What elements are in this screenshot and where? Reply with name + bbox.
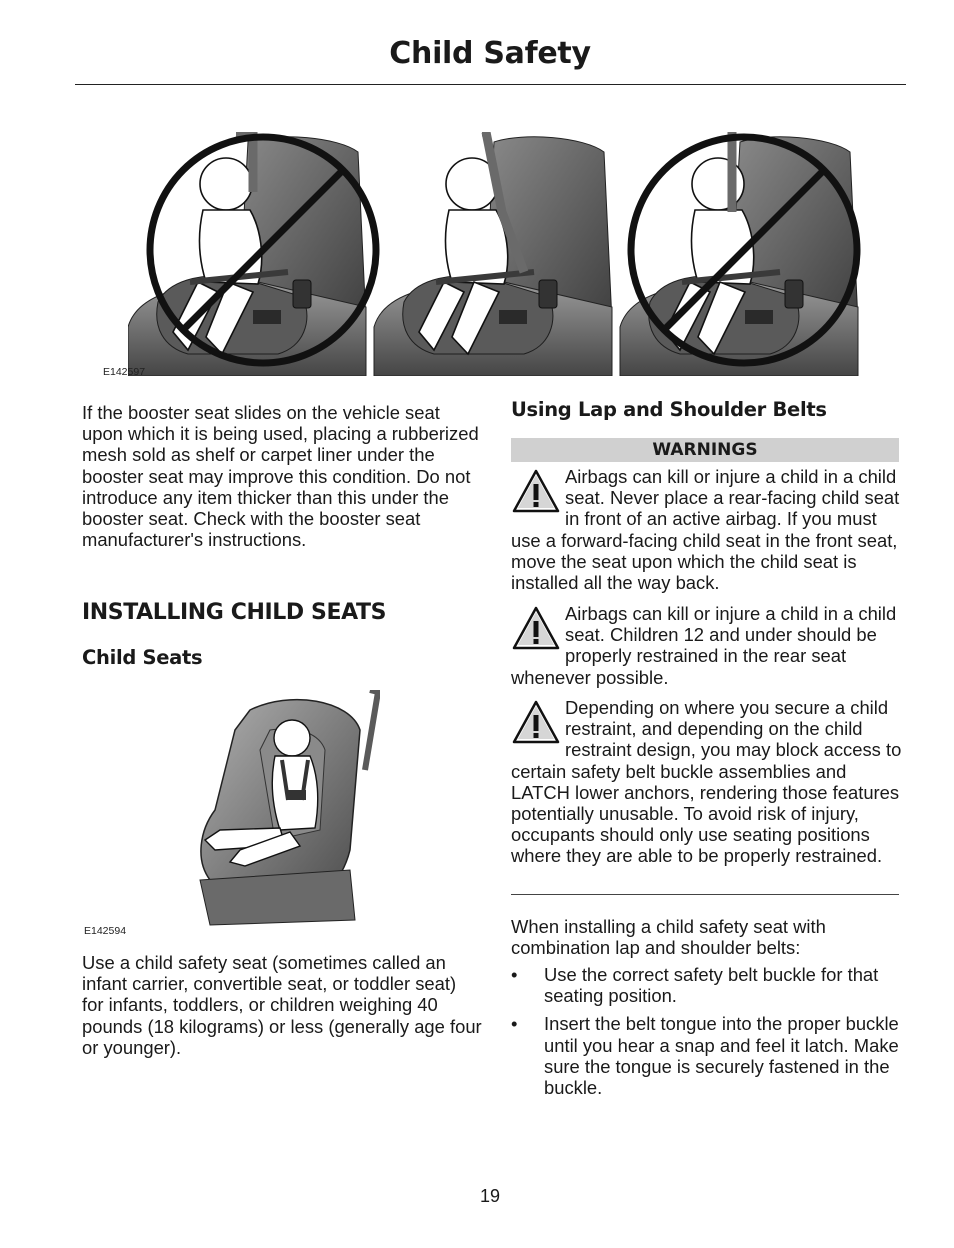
warnings-end-divider bbox=[511, 894, 899, 895]
warning-triangle-icon bbox=[511, 605, 561, 651]
warning-text: Airbags can kill or injure a child in a child seat. Children 12 and under should be properly restrained in the rear seat whenever possible. bbox=[511, 603, 897, 688]
list-item bbox=[511, 964, 903, 1006]
child-safety-seat-illustration bbox=[190, 690, 380, 930]
figure-code: E142597 bbox=[103, 366, 146, 378]
warning-item bbox=[511, 697, 903, 867]
figure-code: E142594 bbox=[84, 925, 127, 937]
page-title: Child Safety bbox=[389, 36, 591, 71]
warnings-label: WARNINGS bbox=[511, 438, 899, 462]
warning-triangle-icon bbox=[511, 468, 561, 514]
subheading-lap-shoulder-belts: Using Lap and Shoulder Belts bbox=[511, 398, 827, 421]
booster-paragraph: If the booster seat slides on the vehicle seat upon which it is being used, placing a rubberized mesh sold as shelf or carpet liner under the booster seat may improve this condition. Do not introduce any item thicker than this under the booster seat. Check with the booster seat manufacturer's instructions. bbox=[82, 402, 479, 551]
subheading-child-seats: Child Seats bbox=[82, 646, 203, 669]
installation-steps-list bbox=[511, 964, 903, 1105]
warning-item bbox=[511, 466, 903, 593]
title-divider bbox=[75, 84, 906, 85]
lap-shoulder-intro: When installing a child safety seat with combination lap and shoulder belts: bbox=[511, 916, 826, 959]
warning-text: Airbags can kill or injure a child in a child seat. Never place a rear-facing child seat in front of an active airbag. If you must use a forward-facing child seat in the front seat, move the seat upon which the child seat is installed all the way back. bbox=[511, 466, 900, 594]
list-item-text: Insert the belt tongue into the proper buckle until you hear a snap and feel it latch. Make sure the tongue is securely fastened in the buckle. bbox=[544, 1013, 899, 1099]
child-seat-paragraph: Use a child safety seat (sometimes called an infant carrier, convertible seat, or toddler seat) for infants, toddlers, or children weighing 40 pounds (18 kilograms) or less (generally age four or younger). bbox=[82, 952, 482, 1058]
booster-seat-illustration bbox=[128, 132, 863, 376]
list-item-text: Use the correct safety belt buckle for that seating position. bbox=[544, 964, 879, 1007]
warning-item bbox=[511, 603, 903, 688]
warning-triangle-icon bbox=[511, 699, 561, 745]
list-item bbox=[511, 1013, 903, 1098]
booster-panel-incorrect-1 bbox=[128, 132, 376, 376]
bullet-marker: • bbox=[511, 1013, 518, 1035]
booster-panel-incorrect-2 bbox=[620, 132, 858, 376]
booster-panel-correct bbox=[374, 132, 612, 376]
warning-text: Depending on where you secure a child restraint, and depending on the child restraint design, you may block access to certain safety belt buckle assemblies and LATCH lower anchors, rendering those features potentially unusable. To avoid risk of injury, occupants should only use seating positions where they are able to be properly restrained. bbox=[511, 697, 902, 867]
section-heading: INSTALLING CHILD SEATS bbox=[82, 600, 387, 625]
bullet-marker: • bbox=[511, 964, 518, 985]
page-number: 19 bbox=[479, 1186, 501, 1206]
